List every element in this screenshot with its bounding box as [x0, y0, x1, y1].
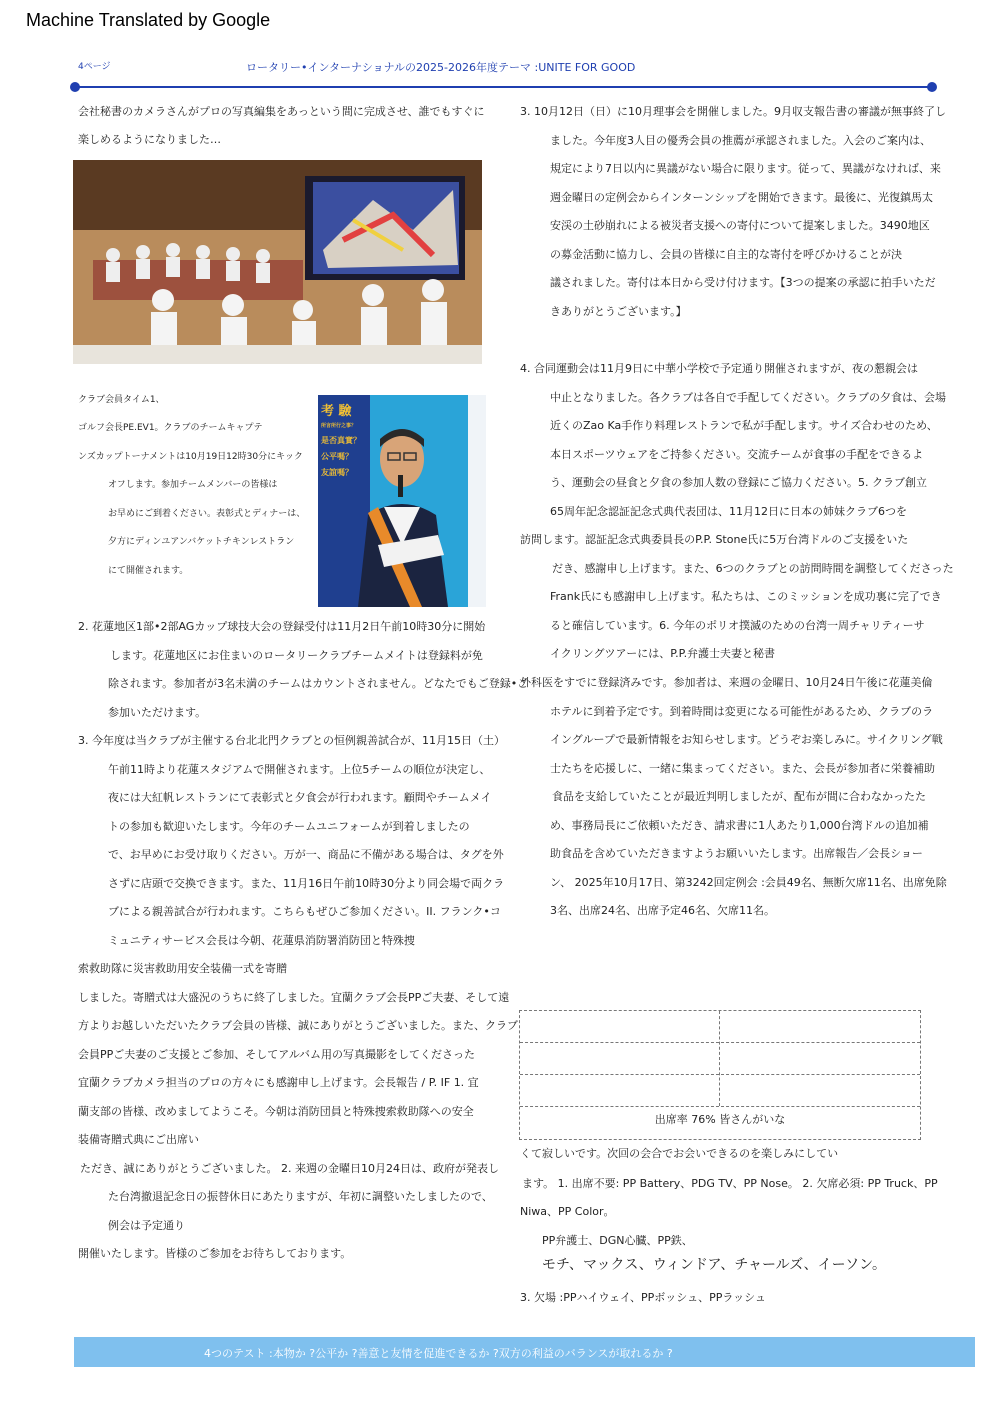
- body-line: 外科医をすでに登録済みです。参加者は、来週の金曜日、10月24日午後に花蓮美倫: [520, 676, 933, 689]
- club-time-line: 夕方にディンユアンバケットチキンレストラン: [108, 537, 295, 547]
- four-way-test-banner: [74, 1337, 975, 1367]
- page-number: 4ページ: [78, 62, 111, 72]
- body-line: しました。寄贈式は大盛況のうちに終了しました。宜蘭クラブ会長PPご夫妻、そして遠: [78, 991, 510, 1004]
- body-line: 除されます。参加者が3名未満のチームはカウントされません。どなたでもご登録•ご: [108, 677, 529, 690]
- body-line: ブによる親善試合が行われます。こちらもぜひご参加ください。II. フランク•コ: [108, 905, 501, 918]
- sign-text: 所言所行之事？: [321, 423, 357, 429]
- body-line: め、事務局長にご依頼いただき、請求書に1人あたり1,000台湾ドルの追加補: [550, 819, 929, 832]
- attendance-table: [519, 1010, 921, 1140]
- body-line: 訪問します。認証記念式典委員長のP.P. Stone氏に5万台湾ドルのご支援をいた: [520, 533, 909, 546]
- body-line: 食品を支給していたことが最近判明しましたが、配布が間に合わなかったた: [552, 790, 926, 803]
- body-line: Niwa、PP Color。: [520, 1205, 615, 1218]
- body-line: ます。 1. 出席不要: PP Battery、PDG TV、PP Nose。 2. 欠席必須: PP Truck、PP: [522, 1177, 938, 1190]
- club-time-line: ンズカップトーナメントは10月19日12時30分にキック: [78, 452, 303, 462]
- rule-dot-right: [927, 82, 937, 92]
- attendance-summary: 出席率 76% 皆さんがいな: [654, 1113, 786, 1126]
- intro-line: 会社秘書のカメラさんがプロの写真編集をあっという間に完成させ、誰でもすぐに: [78, 105, 485, 118]
- body-line: Frank氏にも感謝申し上げます。私たちは、このミッションを成功裏に完了でき: [550, 590, 942, 603]
- machine-translated-label: Machine Translated by Google: [26, 10, 271, 30]
- body-line: 宜蘭クラブカメラ担当のプロの方々にも感謝申し上げます。会長報告 / P. IF 1. 宜: [78, 1076, 479, 1089]
- rotary-theme-header: ロータリー•インターナショナルの2025-2026年度テーマ :UNITE FOR GOOD: [246, 61, 636, 74]
- sign-text: 是否真實？: [321, 435, 361, 445]
- four-way-test-text: 4つのテスト :本物か ?公平か ?善意と友情を促進できるか ?双方の利益のバランスが取れるか ?: [204, 1347, 673, 1360]
- body-line: 規定により7日以内に異議がない場合に限ります。従って、異議がなければ、来: [550, 162, 941, 175]
- body-line: 週金曜日の定例会からインターンシップを開始できます。最後に、光復鎮馬太: [550, 191, 933, 204]
- body-line: 助食品を含めていただきますようお願いいたします。出席報告／会長ショー: [550, 847, 923, 860]
- rule-dot-left: [70, 82, 80, 92]
- body-line: 例会は予定通り: [108, 1219, 185, 1232]
- body-line: 夜には大紅帆レストランにて表彰式と夕食会が行われます。顧問やチームメイ: [108, 791, 492, 804]
- body-line: さずに店頭で交換できます。また、11月16日午前10時30分より同会場で両クラ: [108, 877, 505, 890]
- body-line: 索救助隊に災害救助用安全装備一式を寄贈: [78, 962, 287, 975]
- sign-text: 考 驗: [321, 404, 352, 419]
- club-time-line: ゴルフ会長PE.EV1。クラブのチームキャプテ: [78, 423, 263, 433]
- body-line: ミュニティサービス会長は今朝、花蓮県消防署消防団と特殊捜: [108, 934, 415, 947]
- body-line: 議されました。寄付は本日から受け付けます。【3つの提案の承認に拍手いただ: [550, 276, 936, 289]
- body-line: 安渓の土砂崩れによる被災者支援への寄付について提案しました。3490地区: [550, 219, 930, 232]
- body-line: 3名、出席24名、出席予定46名、欠席11名。: [550, 904, 775, 917]
- club-time-line: お早めにご到着ください。表彰式とディナーは、: [108, 509, 306, 519]
- body-line: 開催いたします。皆様のご参加をお待ちしております。: [78, 1247, 352, 1260]
- body-line: くて寂しいです。次回の会合でお会いできるのを楽しみにしてい: [520, 1147, 839, 1160]
- intro-line: 楽しめるようになりました…: [78, 133, 221, 146]
- body-line: イクリングツアーには、P.P.弁護士夫妻と秘書: [550, 647, 776, 660]
- sign-text: 公平嗎？: [321, 451, 353, 461]
- meeting-photo: [73, 160, 482, 364]
- body-line: の募金活動に協力し、会員の皆様に自主的な寄付を呼びかけることが決: [550, 248, 902, 261]
- body-line: きありがとうございます。】: [550, 305, 687, 318]
- sign-text: 友誼嗎？: [321, 467, 353, 477]
- body-line: で、お早めにお受け取りください。万が一、商品に不備がある場合は、タグを外: [108, 848, 504, 861]
- body-line: 近くのZao Ka手作り料理レストランで私が手配します。サイズ合わせのため、: [550, 419, 938, 432]
- body-line: だき、感謝申し上げます。また、6つのクラブとの訪問時間を調整してくださった: [552, 562, 954, 575]
- body-line: た台湾撤退記念日の振替休日にあたりますが、年初に調整いたしましたので、: [108, 1190, 493, 1203]
- body-line: ホテルに到着予定です。到着時間は変更になる可能性があるため、クラブのラ: [550, 705, 934, 718]
- body-line: 3. 欠場 :PPハイウェイ、PPボッシュ、PPラッシュ: [520, 1291, 766, 1304]
- club-time-line: オフします。参加チームメンバーの皆様は: [108, 480, 278, 490]
- body-line: 参加いただけます。: [108, 706, 207, 719]
- body-line: 装備寄贈式典にご出席い: [78, 1133, 199, 1146]
- body-line: 方よりお越しいただいたクラブ会員の皆様、誠にありがとうございました。また、クラブ: [78, 1019, 518, 1032]
- body-line: PP弁護士、DGN心臓、PP鉄、: [542, 1234, 693, 1247]
- body-line: 4. 合同運動会は11月9日に中華小学校で予定通り開催されますが、夜の懇親会は: [520, 362, 918, 375]
- speaker-photo: [318, 395, 486, 607]
- body-line: モチ、マックス、ウィンドア、チャールズ、イーソン。: [542, 1257, 886, 1273]
- body-line: 中止となりました。各クラブは各自で手配してください。クラブの夕食は、会場: [550, 391, 946, 404]
- body-line: 蘭支部の皆様、改めましてようこそ。今朝は消防団員と特殊捜索救助隊への安全: [78, 1105, 474, 1118]
- body-line: イングループで最新情報をお知らせします。どうぞお楽しみに。サイクリング戦: [550, 733, 943, 746]
- body-line: します。花蓮地区にお住まいのロータリークラブチームメイトは登録料が免: [110, 649, 483, 662]
- body-line: 2. 花蓮地区1部•2部AGカップ球技大会の登録受付は11月2日午前10時30分に開始: [78, 620, 486, 633]
- club-time-line: にて開催されます。: [108, 566, 189, 576]
- body-line: 本日スポーツウェアをご持参ください。交流チームが食事の手配をできるよ: [550, 448, 924, 461]
- body-line: 午前11時より花蓮スタジアムで開催されます。上位5チームの順位が決定し、: [108, 763, 491, 776]
- body-line: 士たちを応援しに、一緒に集まってください。また、会長が参加者に栄養補助: [550, 762, 935, 775]
- club-time-line: クラブ会員タイム1、: [78, 395, 165, 405]
- body-line: ると確信しています。6. 今年のポリオ撲滅のための台湾一周チャリティーサ: [550, 619, 925, 632]
- body-line: う、運動会の昼食と夕食の参加人数の登録にご協力ください。5. クラブ創立: [550, 476, 927, 489]
- body-line: 65周年記念認証記念式典代表団は、11月12日に日本の姉妹クラブ6つを: [550, 505, 907, 518]
- body-line: 3. 今年度は当クラブが主催する台北北門クラブとの恒例親善試合が、11月15日（土）: [78, 734, 505, 747]
- body-line: 会員PPご夫妻のご支援とご参加、そしてアルバム用の写真撮影をしてくださった: [78, 1048, 476, 1061]
- body-line: ン、 2025年10月17日、第3242回定例会 :会員49名、無断欠席11名、出席免除: [550, 876, 947, 889]
- body-line: ました。今年度3人目の優秀会員の推薦が承認されました。入会のご案内は、: [550, 134, 931, 147]
- body-line: トの参加も歓迎いたします。今年のチームユニフォームが到着しましたの: [108, 820, 470, 833]
- body-line: 3. 10月12日（日）に10月理事会を開催しました。9月収支報告書の審議が無事終了し: [520, 105, 946, 118]
- header-rule: [75, 86, 933, 88]
- body-line: ただき、誠にありがとうございました。 2. 来週の金曜日10月24日は、政府が発表し: [80, 1162, 500, 1175]
